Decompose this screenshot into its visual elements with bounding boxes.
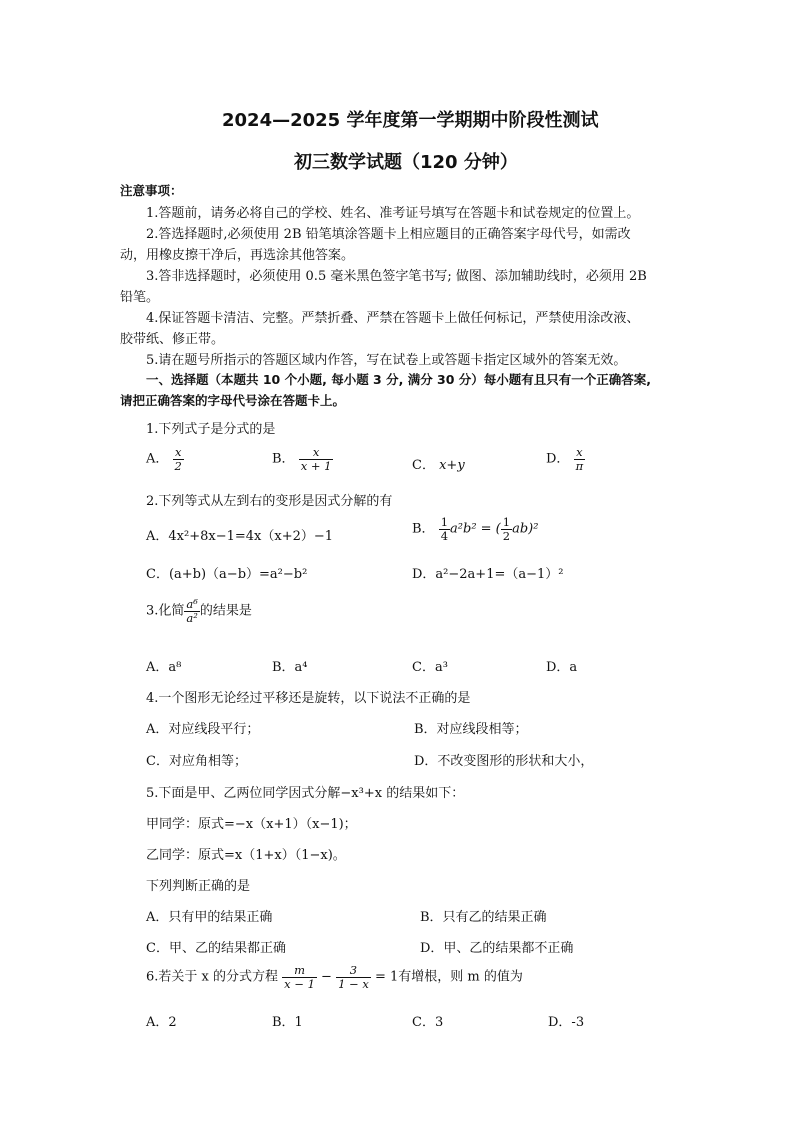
q5-option-d: D．甲、乙的结果都不正确 (420, 941, 574, 956)
q3-option-d: D．a (546, 660, 578, 675)
note-2b: 动，用橡皮擦干净后，再选涂其他答案。 (120, 248, 355, 263)
q5-option-a: A．只有甲的结果正确 (146, 910, 273, 925)
q3-option-a: A．a⁸ (146, 660, 182, 675)
q1-option-a: A． $\frac{x}{2}$ (146, 445, 182, 473)
section1-line2: 请把正确答案的字母代号涂在答题卡上。 (120, 393, 346, 408)
q1-option-b: B． $\frac{x}{x + 1}$ (272, 445, 332, 473)
q5-option-b: B．只有乙的结果正确 (420, 910, 547, 925)
note-3b: 铅笔。 (120, 290, 160, 305)
note-3a: 3.答非选择题时，必须使用 0.5 毫米黑色签字笔书写; 做图、添加辅助线时，必须用 2B (146, 269, 647, 284)
note-4a: 4.保证答题卡清洁、完整。严禁折叠、严禁在答题卡上做任何标记，严禁使用涂改液、 (146, 311, 640, 326)
note-4b: 胶带纸、修正带。 (120, 332, 225, 347)
q4-option-d: D．不改变图形的形状和大小， (414, 754, 594, 769)
q5-stem: 5.下面是甲、乙两位同学因式分解−x³+x 的结果如下： (146, 786, 465, 801)
q2-option-d: D．a²−2a+1=（a−1）² (412, 567, 564, 582)
q5-option-c: C．甲、乙的结果都正确 (146, 941, 286, 956)
q2-option-c: C．(a+b)（a−b）=a²−b² (146, 567, 308, 582)
q1-stem: 1.下列式子是分式的是 (146, 422, 276, 437)
q6-stem: 6.若关于 x 的分式方程 $\frac{m}{x - 1}$ − $\frac{3}{1 - x}$ = 1有增根，则 m 的值为 (146, 963, 523, 991)
q6-option-d: D．-3 (548, 1015, 585, 1030)
q3-option-c: C．a³ (412, 660, 448, 675)
q5-judge: 下列判断正确的是 (146, 879, 251, 894)
section1-line1: 一、选择题（本题共 10 个小题, 每小题 3 分, 满分 30 分）每小题有且只有一个正确答案, (146, 372, 652, 387)
q6-option-c: C．3 (412, 1015, 444, 1030)
page-title: 2024—2025 学年度第一学期期中阶段性测试 (222, 110, 599, 131)
note-5: 5.请在题号所指示的答题区域内作答，写在试卷上或答题卡指定区域外的答案无效。 (146, 353, 627, 368)
note-2a: 2.答选择题时,必须使用 2B 铅笔填涂答题卡上相应题目的正确答案字母代号，如需改 (146, 227, 631, 242)
q4-option-a: A．对应线段平行； (146, 722, 260, 737)
q4-stem: 4.一个图形无论经过平移还是旋转，以下说法不正确的是 (146, 691, 471, 706)
q4-option-c: C．对应角相等； (146, 754, 247, 769)
q2-option-a: A．4x²+8x−1=4x（x+2）−1 (146, 529, 334, 544)
q1-option-c: C． x+y (412, 458, 465, 473)
q2-option-b: B． $\frac{1}{4}$ a²b² = ( $\frac{1}{2}$ ab)² (412, 515, 539, 543)
q4-option-b: B．对应线段相等； (414, 722, 528, 737)
q2-stem: 2.下列等式从左到右的变形是因式分解的有 (146, 494, 393, 509)
q6-option-a: A．2 (146, 1015, 177, 1030)
q6-option-b: B．1 (272, 1015, 303, 1030)
page-subtitle: 初三数学试题（120 分钟） (294, 152, 518, 173)
q5-yi: 乙同学：原式=x（1+x）（1−x)。 (146, 848, 346, 863)
q1-option-d: D． $\frac{x}{\pi}$ (546, 445, 584, 473)
q3-option-b: B．a⁴ (272, 660, 308, 675)
q3-stem: 3.化简 $\frac{\text{a⁶}}{\text{a²}}$ 的结果是 (146, 597, 252, 625)
notes-heading: 注意事项： (120, 183, 183, 198)
note-1: 1.答题前，请务必将自己的学校、姓名、准考证号填写在答题卡和试卷规定的位置上。 (146, 206, 640, 221)
q5-jia: 甲同学：原式=−x（x+1）（x−1)； (146, 817, 357, 832)
